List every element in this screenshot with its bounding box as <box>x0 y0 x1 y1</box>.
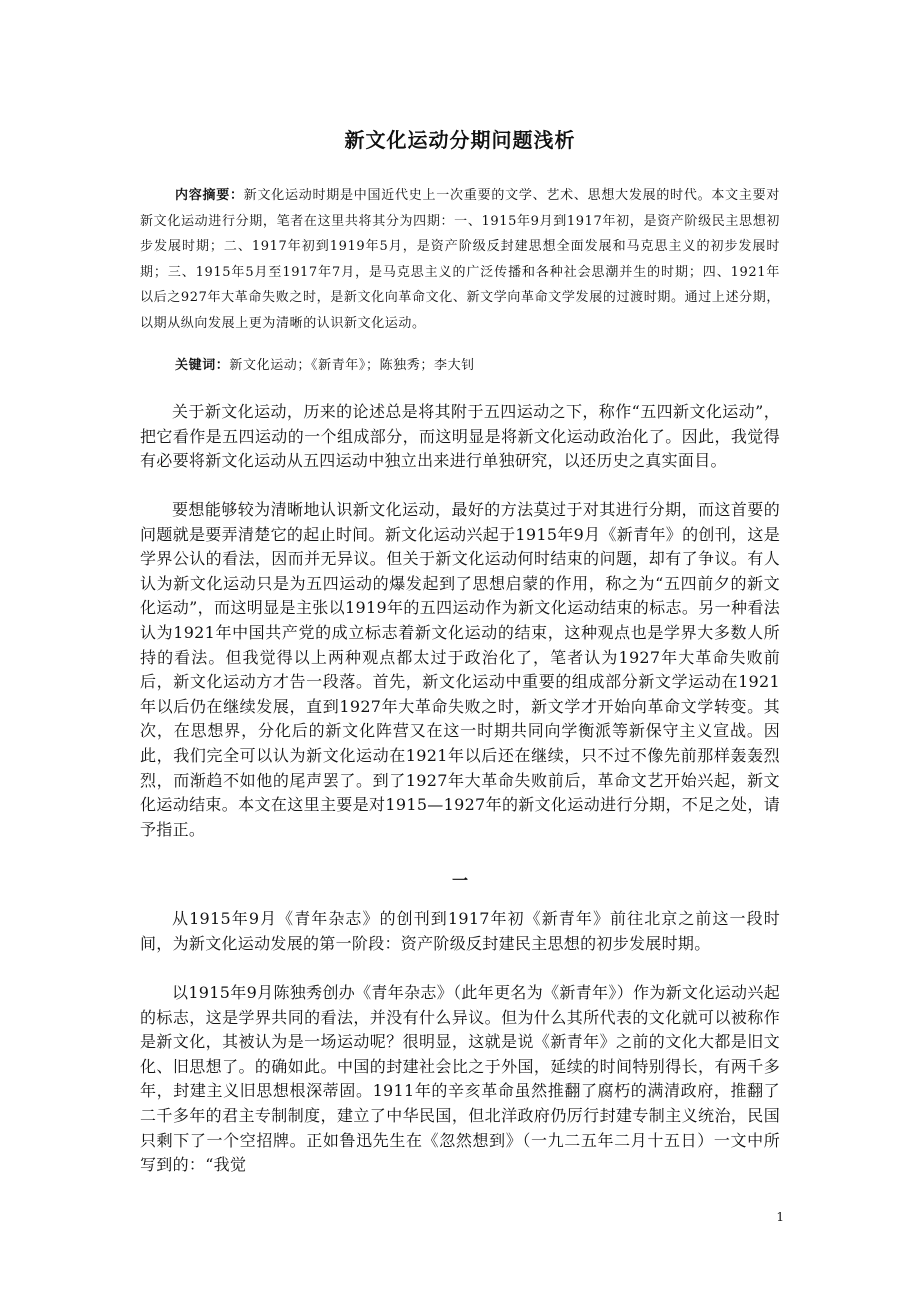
abstract <box>140 183 780 336</box>
section-heading-one: 一 <box>451 871 468 890</box>
abstract-label: 内容摘要： <box>175 188 244 203</box>
abstract-text: 新文化运动时期是中国近代史上一次重要的文学、艺术、思想大发展的时代。本文主要对新文化运动进行分期，笔者在这里共将其分为四期：一、1915年9月到1917年初，是资产阶级民主思想初步发展时期；二、1917年初到1919年5月，是资产阶级反封建思想全面发展和马克思主义的初步发展时期；三、1915年5月至1917年7月，是马克思主义的广泛传播和各种社会思潮并生的时期；四、1921年以后之927年大革命失败之时，是新文化向革命文化、新文学向革命文学发展的过渡时期。通过上述分期，以期从纵向发展上更为清晰的认识新文化运动。 <box>140 188 780 331</box>
intro-paragraph-2: 要想能够较为清晰地认识新文化运动，最好的方法莫过于对其进行分期，而这首要的问题就是要弄清楚它的起止时间。新文化运动兴起于1915年9月《新青年》的创刊，这是学界公认的看法，因而并无异议。但关于新文化运动何时结束的问题，却有了争议。有人认为新文化运动只是为五四运动的爆发起到了思想启蒙的作用，称之为“五四前夕的新文化运动”，而这明显是主张以1919年的五四运动作为新文化运动结束的标志。另一种看法认为1921年中国共产党的成立标志着新文化运动的结束，这种观点也是学界大多数人所持的看法。但我觉得以上两种观点都太过于政治化了，笔者认为1927年大革命失败前后，新文化运动方才告一段落。首先，新文化运动中重要的组成部分新文学运动在1921年以后仍在继续发展，直到1927年大革命失败之时，新文学才开始向革命文学转变。其次，在思想界，分化后的新文化阵营又在这一时期共同向学衡派等新保守主义宣战。因此，我们完全可以认为新文化运动在1921年以后还在继续，只不过不像先前那样轰轰烈烈，而渐趋不如他的尾声罢了。到了1927年大革命失败前后，革命文艺开始兴起，新文化运动结束。本文在这里主要是对1915—1927年的新文化运动进行分期，不足之处，请予指正。 <box>140 500 780 839</box>
keywords-label: 关键词： <box>175 358 230 373</box>
page-number: 1 <box>776 1210 784 1224</box>
keywords <box>140 353 780 378</box>
intro-paragraph-1: 关于新文化运动，历来的论述总是将其附于五四运动之下，称作“五四新文化运动”，把它看作是五四运动的一个组成部分，而这明显是将新文化运动政治化了。因此，我觉得有必要将新文化运动从五四运动中独立出来进行单独研究，以还历史之真实面目。 <box>140 402 780 471</box>
keywords-text: 新文化运动；《新青年》；陈独秀；李大钊 <box>229 358 475 373</box>
document-title: 新文化运动分期问题浅析 <box>344 128 576 152</box>
section-paragraph-2: 以1915年9月陈独秀创办《青年杂志》（此年更名为《新青年》）作为新文化运动兴起的标志，这是学界共同的看法，并没有什么异议。但为什么其所代表的文化就可以被称作是新文化，其被认为是一场运动呢？很明显，这就是说《新青年》之前的文化大都是旧文化、旧思想了。的确如此。中国的封建社会比之于外国，延续的时间特别得长，有两千多年，封建主义旧思想根深蒂固。1911年的辛亥革命虽然推翻了腐朽的满清政府，推翻了二千多年的君主专制制度，建立了中华民国，但北洋政府仍厉行封建专制主义统治，民国只剩下了一个空招牌。正如鲁迅先生在《忽然想到》（一九二五年二月十五日）一文中所写到的：“我觉 <box>140 983 780 1175</box>
section-paragraph-1: 从1915年9月《青年杂志》的创刊到1917年初《新青年》前往北京之前这一段时间，为新文化运动发展的第一阶段：资产阶级反封建民主思想的初步发展时期。 <box>140 909 780 953</box>
